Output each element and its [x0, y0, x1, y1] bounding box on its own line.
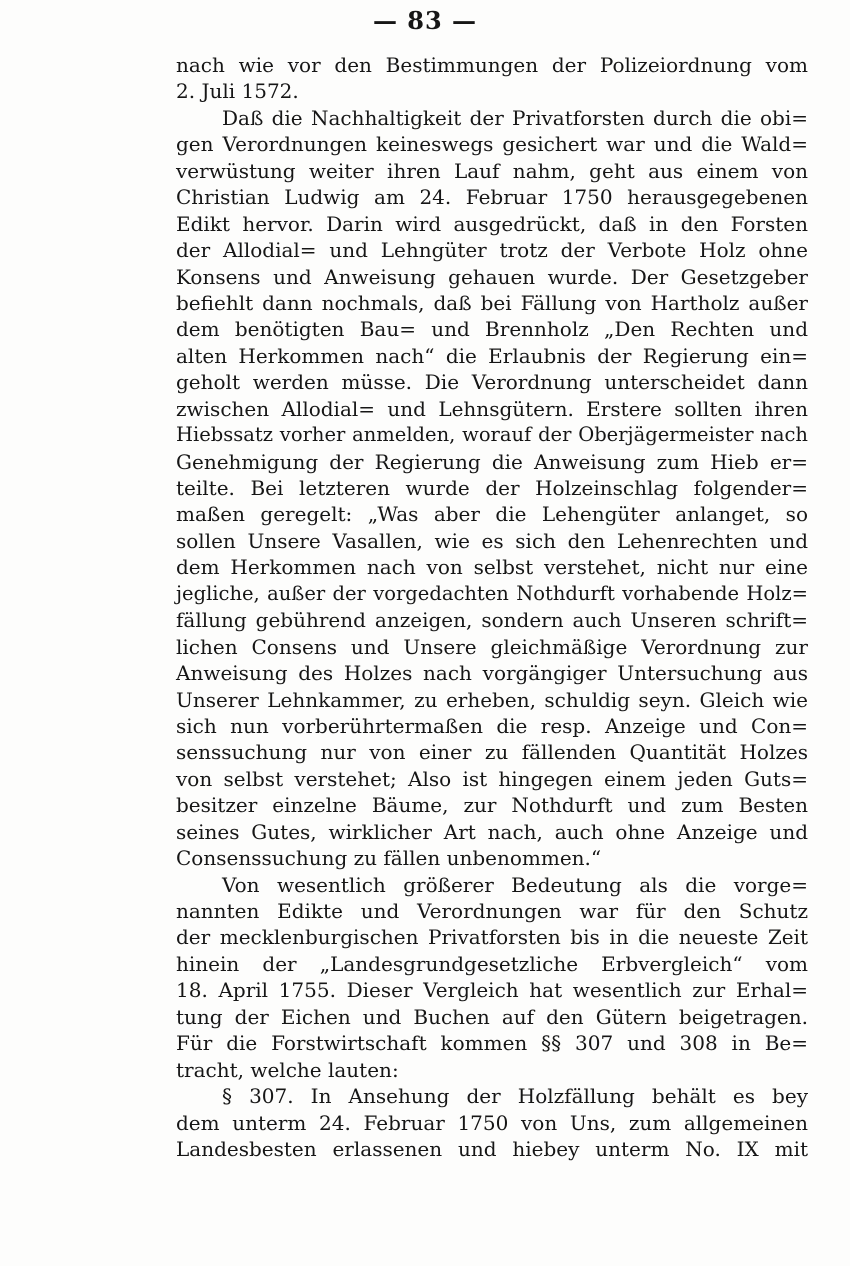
text-line: Für die Forstwirtschaft kommen §§ 307 und 308 in Be= [176, 1031, 808, 1056]
text-line: lichen Consens und Unsere gleichmäßige Verordnung zur [176, 634, 808, 659]
text-line: dem unterm 24. Februar 1750 von Uns, zum allgemeinen [176, 1110, 808, 1135]
text-line: geholt werden müsse. Die Verordnung unterscheidet dann [176, 370, 808, 395]
text-line: § 307. In Ansehung der Holzfällung behält es bey [222, 1084, 808, 1109]
text-line: alten Herkommen nach“ die Erlaubnis der Regierung ein= [176, 343, 808, 368]
text-line: besitzer einzelne Bäume, zur Nothdurft und zum Besten [176, 793, 808, 818]
text-line: Christian Ludwig am 24. Februar 1750 herausgegebenen [176, 185, 808, 210]
text-line: Anweisung des Holzes nach vorgängiger Untersuchung aus [176, 661, 808, 686]
text-line: teilte. Bei letzteren wurde der Holzeinschlag folgender= [176, 476, 808, 500]
text-line: gen Verordnungen keineswegs gesichert war und die Wald= [176, 132, 808, 157]
text-line: Daß die Nachhaltigkeit der Privatforsten durch die obi= [222, 105, 808, 130]
text-line: Edikt hervor. Darin wird ausgedrückt, daß in den Forsten [176, 211, 808, 236]
text-line: Genehmigung der Regierung die Anweisung zum Hieb er= [176, 449, 808, 474]
text-line: Landesbesten erlassenen und hiebey unterm No. IX mit [176, 1136, 808, 1161]
text-line: maßen geregelt: „Was aber die Lehengüter anlanget, so [176, 502, 808, 527]
text-line: Hiebssatz vorher anmelden, worauf der Oberjägermeister nach [176, 423, 808, 447]
text-line: fällung gebührend anzeigen, sondern auch Unseren schrift= [176, 608, 808, 633]
text-line: nach wie vor den Bestimmungen der Polizeiordnung vom [176, 53, 808, 77]
text-line: der mecklenburgischen Privatforsten bis in die neueste Zeit [176, 925, 808, 950]
text-line: dem Herkommen nach von selbst verstehet, nicht nur eine [176, 555, 808, 580]
text-line: tung der Eichen und Buchen auf den Gütern beigetragen. [176, 1004, 808, 1029]
text-line: 18. April 1755. Dieser Vergleich hat wesentlich zur Erhal= [176, 978, 808, 1003]
text-line: Von wesentlich größerer Bedeutung als die vorge= [222, 872, 808, 897]
text-line: 2. Juli 1572. [176, 79, 299, 104]
page-number: — 83 — [372, 6, 478, 35]
text-line: sollen Unsere Vasallen, wie es sich den Lehenrechten und [176, 528, 808, 553]
text-line: jegliche, außer der vorgedachten Nothdurft vorhabende Holz= [176, 581, 808, 605]
text-line: hinein der „Landesgrundgesetzliche Erbvergleich“ vom [176, 951, 808, 976]
text-line: senssuchung nur von einer zu fällenden Quantität Holzes [176, 740, 808, 765]
text-line: der Allodial= und Lehngüter trotz der Verbote Holz ohne [176, 238, 808, 263]
text-line: Konsens und Anweisung gehauen wurde. Der Gesetzgeber [176, 264, 808, 289]
text-line: tracht, welche lauten: [176, 1057, 399, 1082]
text-line: zwischen Allodial= und Lehnsgütern. Erstere sollten ihren [176, 396, 808, 421]
text-line: befiehlt dann nochmals, daß bei Fällung von Hartholz außer [176, 290, 808, 315]
text-line: von selbst verstehet; Also ist hingegen einem jeden Guts= [176, 766, 808, 791]
body-text [176, 52, 808, 1162]
text-line: nannten Edikte und Verordnungen war für den Schutz [176, 899, 808, 923]
text-line: dem benötigten Bau= und Brennholz „Den Rechten und [176, 317, 808, 342]
text-line: verwüstung weiter ihren Lauf nahm, geht aus einem von [176, 158, 808, 183]
text-line: Unserer Lehnkammer, zu erheben, schuldig seyn. Gleich wie [176, 687, 808, 712]
text-line: seines Gutes, wirklicher Art nach, auch ohne Anzeige und [176, 819, 808, 844]
text-line: Consenssuchung zu fällen unbenommen.“ [176, 846, 602, 871]
text-line: sich nun vorberührtermaßen die resp. Anzeige und Con= [176, 713, 808, 738]
